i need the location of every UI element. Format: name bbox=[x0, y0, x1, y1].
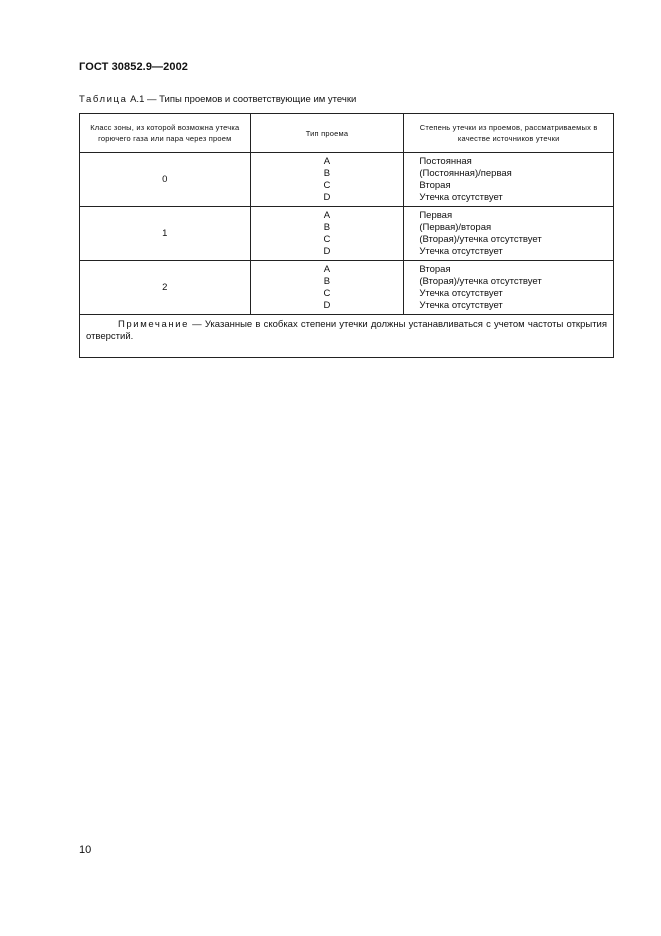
table-row bbox=[80, 207, 614, 261]
leak-degree: Утечка отсутствует bbox=[419, 191, 503, 203]
opening-type: D bbox=[323, 245, 331, 257]
header-leak-degree: Степень утечки из проемов, рассматриваемых в качестве источников утечки bbox=[404, 114, 614, 153]
leak-degree: Утечка отсутствует bbox=[419, 299, 503, 311]
table-row bbox=[80, 261, 614, 315]
header-zone-class: Класс зоны, из которой возможна утечка горючего газа или пара через проем bbox=[80, 114, 251, 153]
table-note bbox=[80, 315, 614, 358]
opening-type: A bbox=[323, 155, 331, 167]
opening-types-cell bbox=[250, 153, 404, 207]
opening-type: C bbox=[323, 233, 331, 245]
leak-degrees-cell bbox=[404, 153, 614, 207]
header-opening-type: Тип проема bbox=[250, 114, 404, 153]
table-caption-text: А.1 — Типы проемов и соответствующие им утечки bbox=[127, 94, 357, 105]
table-caption-label: Таблица bbox=[79, 94, 128, 105]
page-number: 10 bbox=[79, 844, 92, 856]
table-note-row bbox=[80, 315, 614, 358]
leak-degree: (Вторая)/утечка отсутствует bbox=[419, 233, 542, 245]
leak-degree: Вторая bbox=[419, 263, 451, 275]
note-text: — Указанные в скобках степени утечки должны устанавливаться с учетом частоты открытия отверстий. bbox=[86, 319, 607, 342]
leak-degrees-cell bbox=[404, 207, 614, 261]
leak-degree: Утечка отсутствует bbox=[419, 287, 503, 299]
leak-degrees-cell bbox=[404, 261, 614, 315]
leak-degree: (Вторая)/утечка отсутствует bbox=[419, 275, 542, 287]
table-row bbox=[80, 153, 614, 207]
table-header-row bbox=[80, 114, 614, 153]
leak-types-table bbox=[79, 113, 614, 358]
leak-degree: Первая bbox=[419, 209, 453, 221]
opening-type: C bbox=[323, 179, 331, 191]
leak-degree: Постоянная bbox=[419, 155, 472, 167]
table-caption bbox=[79, 94, 356, 105]
document-standard-title: ГОСТ 30852.9—2002 bbox=[79, 61, 189, 73]
zone-class-cell: 1 bbox=[80, 207, 251, 261]
opening-type: D bbox=[323, 191, 331, 203]
opening-type: A bbox=[323, 209, 331, 221]
opening-type: B bbox=[323, 221, 331, 233]
opening-type: C bbox=[323, 287, 331, 299]
opening-type: A bbox=[323, 263, 331, 275]
opening-types-cell bbox=[250, 261, 404, 315]
leak-degree: (Постоянная)/первая bbox=[419, 167, 512, 179]
zone-class-cell: 0 bbox=[80, 153, 251, 207]
leak-degree: (Первая)/вторая bbox=[419, 221, 492, 233]
opening-types-cell bbox=[250, 207, 404, 261]
opening-type: B bbox=[323, 275, 331, 287]
leak-degree: Утечка отсутствует bbox=[419, 245, 503, 257]
zone-class-cell: 2 bbox=[80, 261, 251, 315]
opening-type: B bbox=[323, 167, 331, 179]
note-label: Примечание bbox=[118, 319, 189, 330]
leak-degree: Вторая bbox=[419, 179, 451, 191]
opening-type: D bbox=[323, 299, 331, 311]
